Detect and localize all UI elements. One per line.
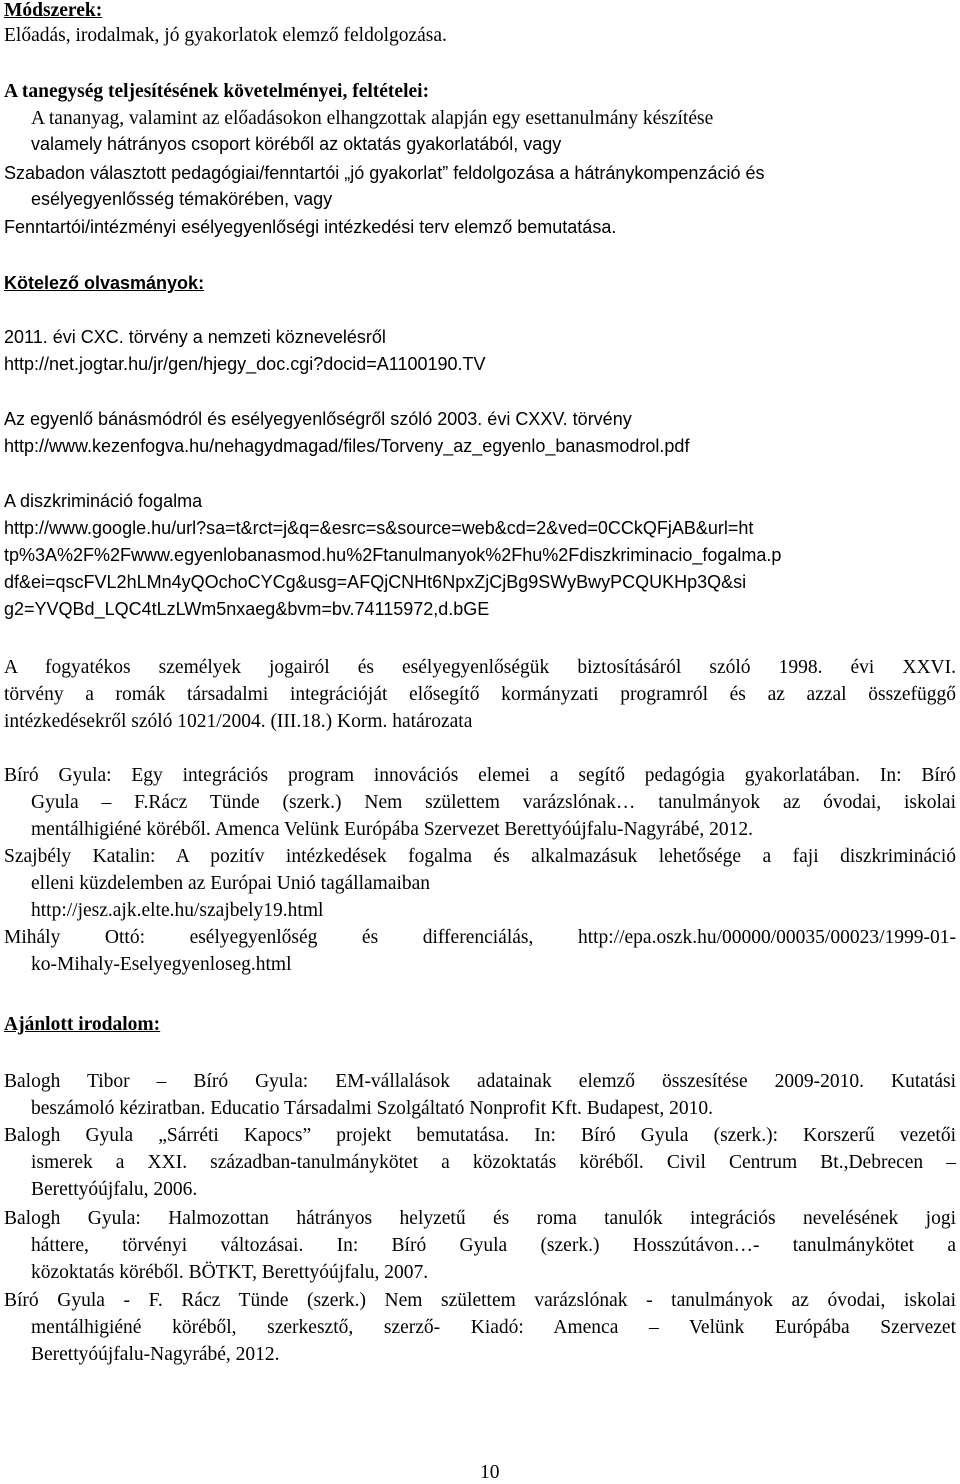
recommended-item-line: háttere, törvényi változásai. In: Bíró Gyula (szerk.) Hosszútávon…- tanulmánykötet a [31,1235,956,1256]
mandatory-item-line: A diszkrimináció fogalma [4,491,203,511]
requirements-line: Fenntartói/intézményi esélyegyenlőségi intézkedési terv elemző bemutatása. [4,217,617,237]
reference-line: Szajbély Katalin: A pozitív intézkedések fogalma és alkalmazásuk lehetősége a faji diszkrimináció [4,846,956,867]
reference-link[interactable]: http://jesz.ajk.elte.hu/szajbely19.html [31,900,324,921]
mandatory-item-link[interactable]: g2=YVQBd_LQC4tLzLWm5nxaeg&bvm=bv.74115972,d.bGE [4,599,490,619]
recommended-item-line: beszámoló kéziratban. Educatio Társadalmi Szolgáltató Nonprofit Kft. Budapest, 2010. [31,1098,713,1119]
recommended-item-line: Berettyóújfalu-Nagyrábé, 2012. [31,1344,280,1365]
recommended-heading: Ajánlott irodalom: [4,1014,161,1035]
reference-line: A fogyatékos személyek jogairól és esélyegyenlőségük biztosításáról szóló 1998. évi XXVI. [4,657,956,678]
requirements-line: valamely hátrányos csoport köréből az oktatás gyakorlatából, vagy [31,134,562,154]
reference-line: törvény a romák társadalmi integrációját elősegítő kormányzati programról és az azzal összefüggő [4,684,956,705]
recommended-item-line: közoktatás köréből. BÖTKT, Berettyóújfalu, 2007. [31,1262,429,1283]
requirements-line: Szabadon választott pedagógiai/fenntartói „jó gyakorlat” feldolgozása a hátránykompenzáció és [4,163,765,183]
recommended-item-line: ismerek a XXI. században-tanulmánykötet a közoktatás köréből. Civil Centrum Bt.,Debrecen – [31,1152,956,1173]
mandatory-item-line: 2011. évi CXC. törvény a nemzeti köznevelésről [4,327,386,347]
methods-text: Előadás, irodalmak, jó gyakorlatok elemző feldolgozása. [4,25,447,46]
reference-line: elleni küzdelemben az Európai Unió tagállamaiban [31,873,431,894]
mandatory-heading: Kötelező olvasmányok: [4,273,205,293]
mandatory-item-link[interactable]: http://www.kezenfogva.hu/nehagydmagad/files/Torveny_az_egyenlo_banasmodrol.pdf [4,436,690,456]
recommended-item-line: Balogh Tibor – Bíró Gyula: EM-vállalások adatainak elemző összesítése 2009-2010. Kutatási [4,1071,956,1092]
mandatory-item-link[interactable]: http://net.jogtar.hu/jr/gen/hjegy_doc.cgi?docid=A1100190.TV [4,354,486,374]
methods-heading: Módszerek: [4,0,103,21]
page-number: 10 [480,1462,500,1483]
reference-line: mentálhigiéné köréből. Amenca Velünk Európába Szervezet Berettyóújfalu-Nagyrábé, 2012. [31,819,753,840]
requirements-line: esélyegyenlősség témakörében, vagy [31,189,333,209]
requirements-line: A tananyag, valamint az előadásokon elhangzottak alapján egy esettanulmány készítése [31,108,714,129]
mandatory-item-line: Az egyenlő bánásmódról és esélyegyenlőségről szóló 2003. évi CXXV. törvény [4,409,632,429]
reference-line: intézkedésekről szóló 1021/2004. (III.18.) Korm. határozata [4,711,473,732]
requirements-heading: A tanegység teljesítésének követelményei, feltételei: [4,81,430,102]
reference-line: Gyula – F.Rácz Tünde (szerk.) Nem születtem varázslónak… tanulmányok az óvodai, iskolai [31,792,956,813]
reference-line: Bíró Gyula: Egy integrációs program innovációs elemei a segítő pedagógia gyakorlatában. In: Bíró [4,765,956,786]
reference-line: Mihály Ottó: esélyegyenlőség és differenciálás, http://epa.oszk.hu/00000/00035/00023/1999-01- [4,927,956,948]
recommended-item-line: Berettyóújfalu, 2006. [31,1179,198,1200]
recommended-item-line: Bíró Gyula - F. Rácz Tünde (szerk.) Nem születtem varázslónak - tanulmányok az óvodai, iskolai [4,1290,956,1311]
mandatory-item-link[interactable]: http://www.google.hu/url?sa=t&rct=j&q=&esrc=s&source=web&cd=2&ved=0CCkQFjAB&url=ht [4,518,754,538]
recommended-item-line: Balogh Gyula: Halmozottan hátrányos helyzetű és roma tanulók integrációs nevelésének jogi [4,1208,956,1229]
reference-link[interactable]: ko-Mihaly-Eselyegyenloseg.html [31,954,292,975]
recommended-item-line: mentálhigiéné köréből, szerkesztő, szerző- Kiadó: Amenca – Velünk Európába Szervezet [31,1317,956,1338]
recommended-item-line: Balogh Gyula „Sárréti Kapocs” projekt bemutatása. In: Bíró Gyula (szerk.): Korszerű vezetői [4,1125,956,1146]
mandatory-item-link[interactable]: tp%3A%2F%2Fwww.egyenlobanasmod.hu%2Ftanulmanyok%2Fhu%2Fdiszkriminacio_fogalma.p [4,545,782,565]
mandatory-item-link[interactable]: df&ei=qscFVL2hLMn4yQOchoCYCg&usg=AFQjCNHt6NpxZjCjBg9SWyBwyPCQUKHp3Q&si [4,572,747,592]
